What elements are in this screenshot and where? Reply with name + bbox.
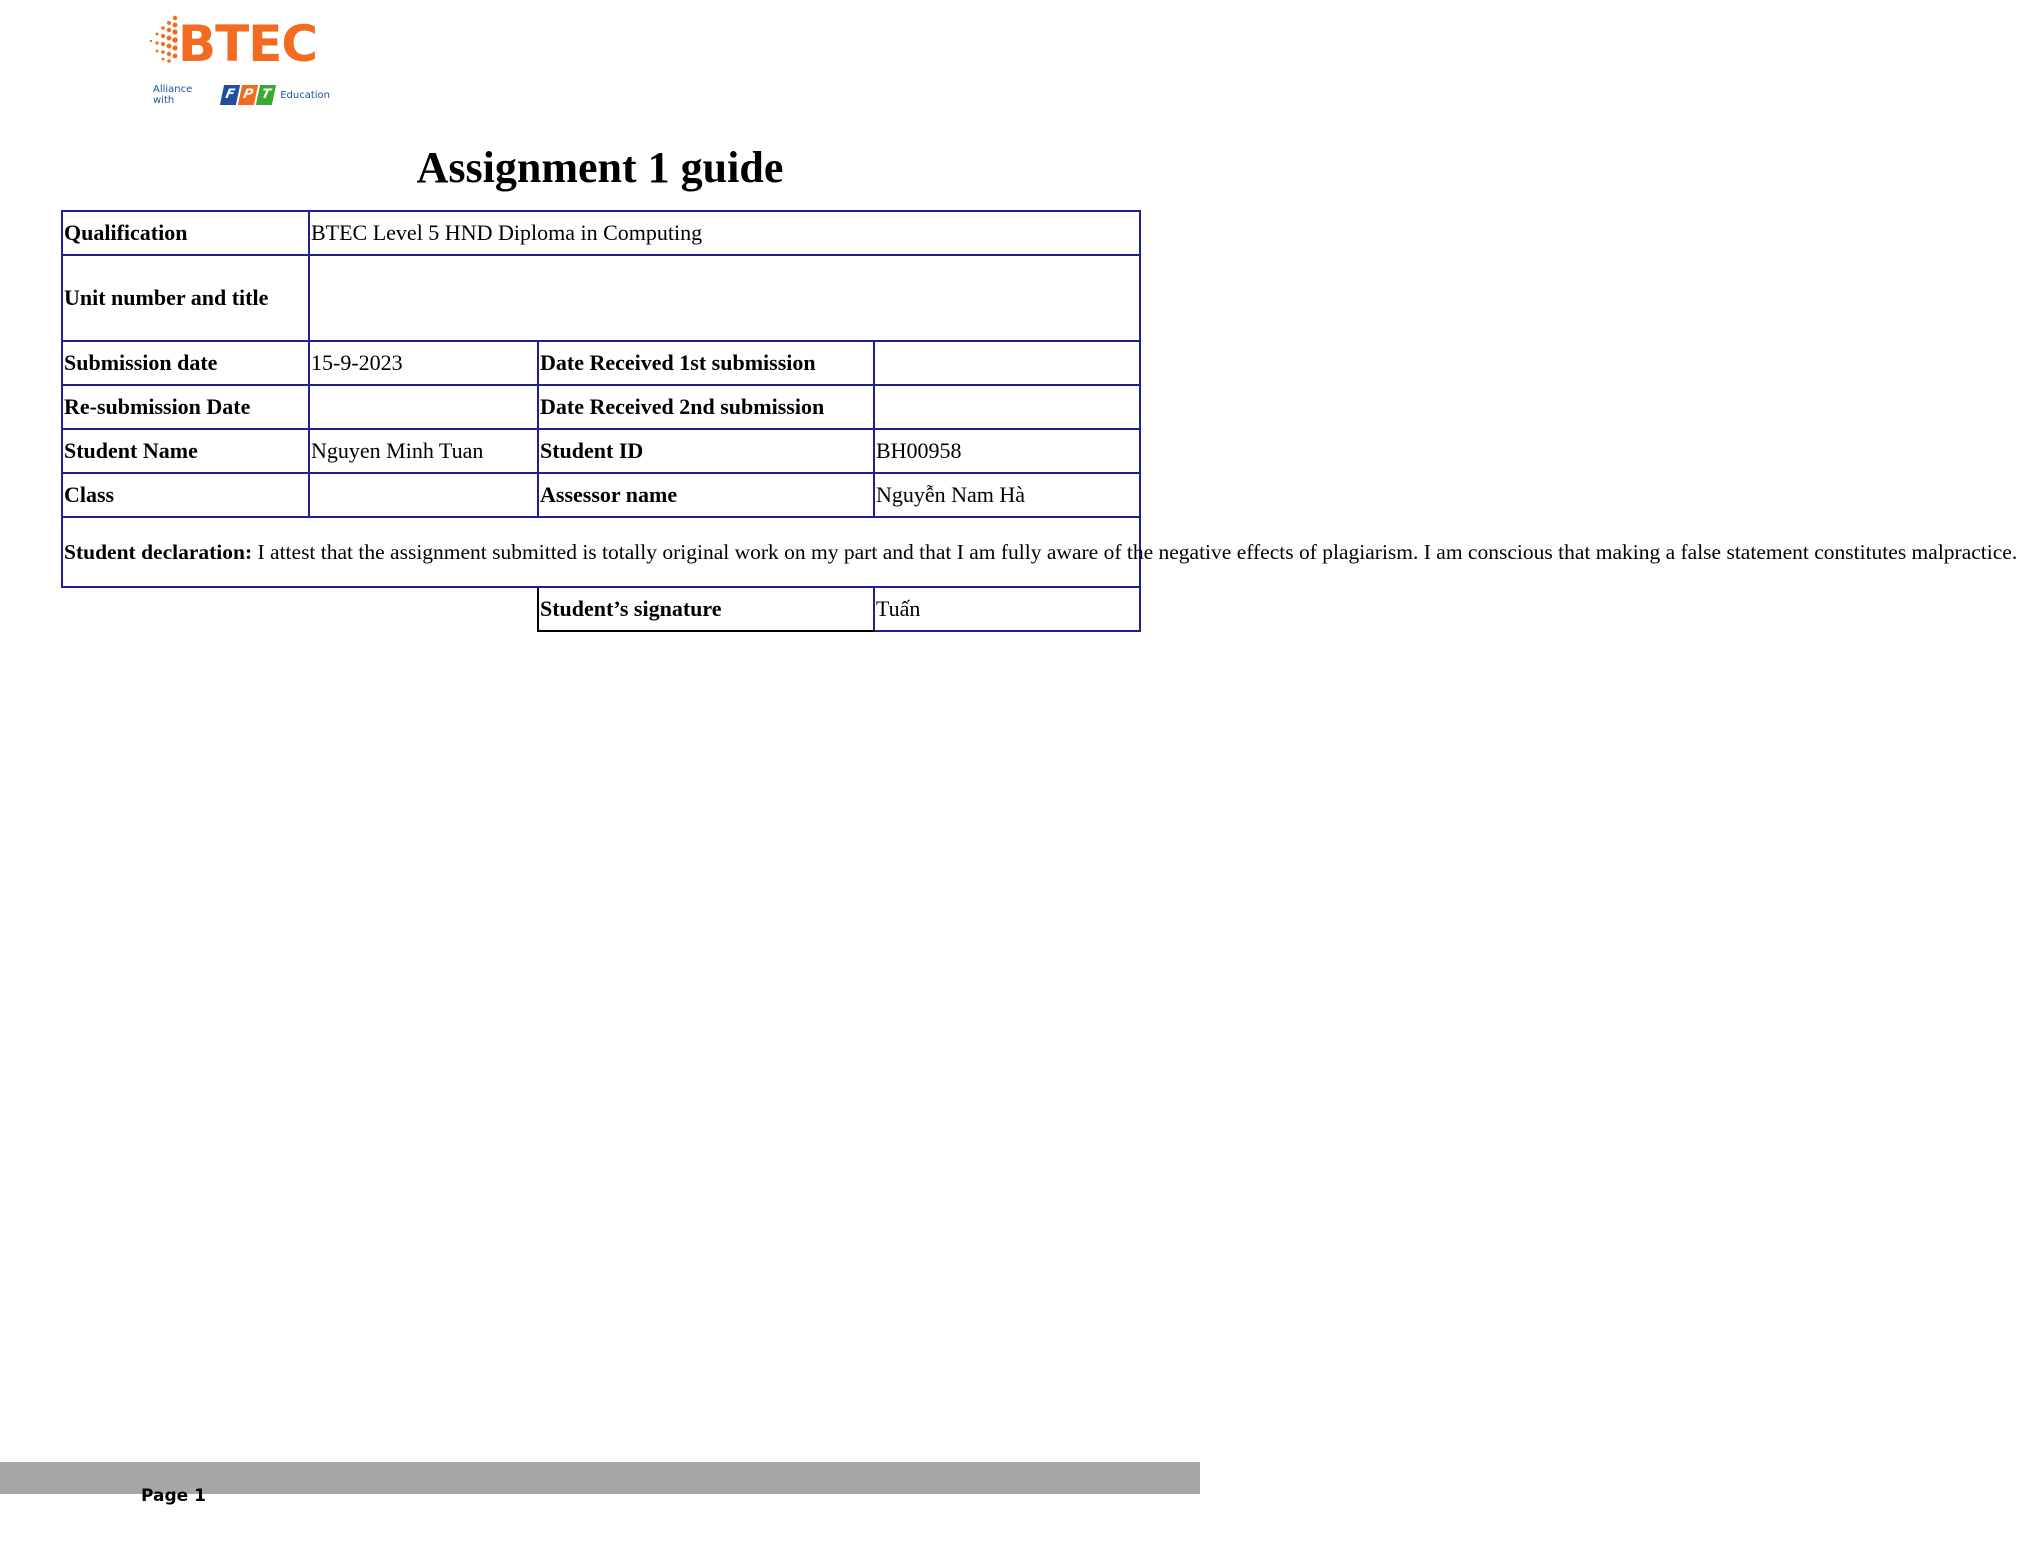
resubmission-value	[309, 385, 538, 429]
received-1st-value	[874, 341, 1140, 385]
signature-row	[62, 587, 1140, 631]
unit-value	[309, 255, 1140, 341]
assessor-value: Nguyễn Nam Hà	[874, 473, 1140, 517]
signature-value: Tuấn	[874, 587, 1140, 631]
btec-wordmark: BTEC	[178, 15, 318, 73]
resubmission-row	[62, 385, 1140, 429]
education-text: Education	[280, 89, 330, 101]
page-number: Page 1	[141, 1486, 206, 1506]
signature-label: Student’s signature	[538, 587, 874, 631]
signature-spacer	[62, 587, 538, 631]
student-id-label: Student ID	[538, 429, 874, 473]
student-name-label: Student Name	[62, 429, 309, 473]
submission-date-value: 15-9-2023	[309, 341, 538, 385]
student-name-value: Nguyen Minh Tuan	[309, 429, 538, 473]
qualification-row	[62, 211, 1140, 255]
received-1st-label: Date Received 1st submission	[538, 341, 874, 385]
qualification-value: BTEC Level 5 HND Diploma in Computing	[309, 211, 1140, 255]
declaration-row	[62, 517, 1140, 587]
submission-date-label: Submission date	[62, 341, 309, 385]
fpt-letter-t: T	[256, 85, 276, 105]
class-value	[309, 473, 538, 517]
assignment-info-table	[61, 210, 2017, 632]
submission-row	[62, 341, 1140, 385]
alliance-line	[153, 84, 330, 106]
qualification-label: Qualification	[62, 211, 309, 255]
alliance-text: Alliance with	[153, 84, 193, 106]
fpt-letter-f: F	[220, 85, 240, 105]
resubmission-label: Re-submission Date	[62, 385, 309, 429]
unit-row	[62, 255, 1140, 341]
fpt-letter-p: P	[238, 85, 258, 105]
received-2nd-label: Date Received 2nd submission	[538, 385, 874, 429]
student-id-value: BH00958	[874, 429, 1140, 473]
declaration-text: I attest that the assignment submitted is totally original work on my part and that I am fully aware of the negative effects of plagiarism. I am conscious that making a false statement constitutes malpractice.	[257, 539, 2017, 564]
student-row	[62, 429, 1140, 473]
received-2nd-value	[874, 385, 1140, 429]
declaration-label: Student declaration:	[64, 539, 253, 564]
declaration-cell	[62, 517, 2017, 587]
unit-label: Unit number and title	[62, 255, 309, 341]
assessor-label: Assessor name	[538, 473, 874, 517]
page-title: Assignment 1 guide	[416, 143, 784, 192]
btec-logo	[145, 8, 330, 110]
class-row	[62, 473, 1140, 517]
class-label: Class	[62, 473, 309, 517]
fpt-logo	[222, 85, 274, 105]
